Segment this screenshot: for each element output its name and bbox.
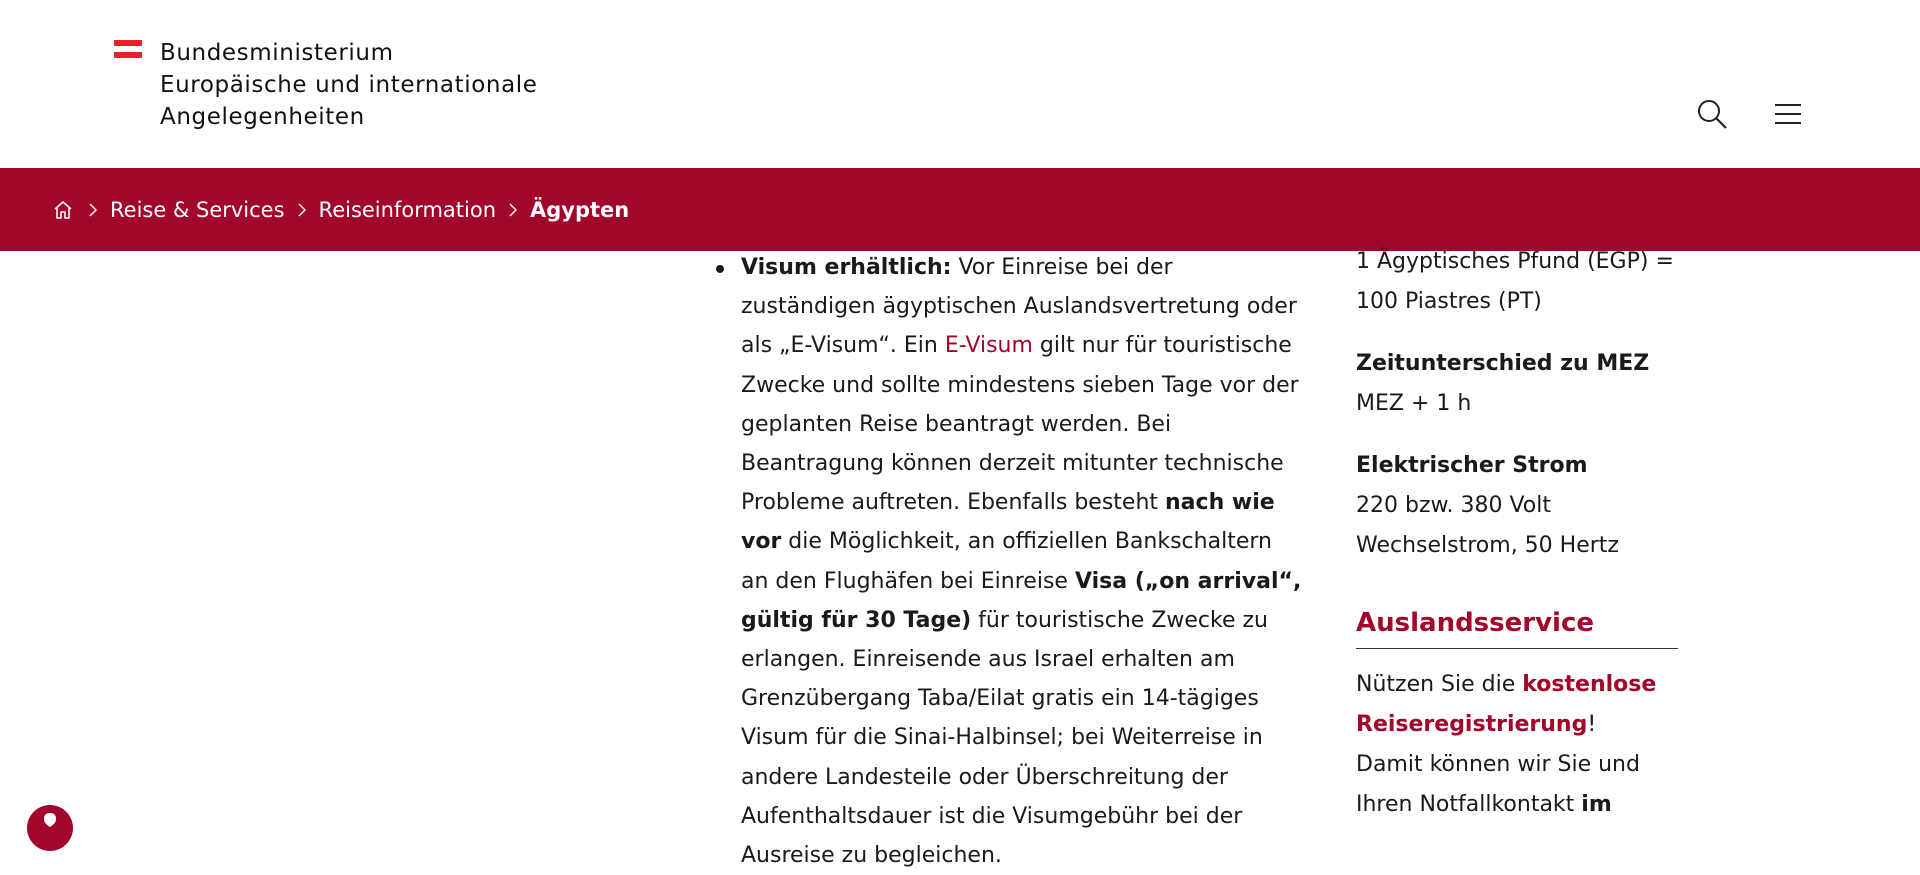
privacy-shield-icon: [40, 805, 60, 835]
visa-bold-3: Visa („on arrival“, gültig für 30 Tage): [741, 568, 1302, 633]
logo-line-1: Bundesministerium: [160, 40, 394, 66]
breadcrumb-item-reiseinformation[interactable]: Reiseinformation: [318, 197, 497, 222]
search-icon: [1696, 98, 1728, 130]
logo-line-2: Europäische und internationale: [160, 72, 538, 98]
power-line-2: Wechselstrom, 50 Hertz: [1356, 533, 1619, 558]
visa-text-4: für touristische Zwecke zu erlangen. Einreisende aus Israel erhalten am Grenzübergang Taba/Eilat gratis ein 14-tägiges Visum für die Sinai-Halbinsel; bei Weiterreise in andere Landesteile oder Überschreitung der Aufenthaltsdauer ist die Visumgebühr bei der Ausreise zu begleichen.: [741, 607, 1268, 869]
service-bold-4: im: [1581, 792, 1612, 817]
reiseregistrierung-link[interactable]: kostenlose Reiseregistrierung: [1356, 672, 1657, 737]
visa-label: Visum erhältlich:: [741, 255, 952, 280]
evisum-link[interactable]: E-Visum: [944, 333, 1033, 359]
visa-text-1: Vor Einreise bei der zuständigen ägyptischen Auslandsvertretung oder als „E-Visum“. Ein: [741, 255, 1297, 359]
visa-text-2: gilt nur für touristische Zwecke und sollte mindestens sieben Tage vor der geplanten Reise beantragt werden. Bei Beantragung können derzeit mitunter technische Probleme auftreten. Ebenfalls besteht: [741, 333, 1299, 516]
service-text-3: Damit können wir Sie und: [1356, 752, 1640, 777]
currency-line-1: 1 Ägyptisches Pfund (EGP) =: [1356, 249, 1674, 274]
service-text-2: !: [1587, 712, 1597, 737]
visa-bold-2: nach wie vor: [741, 490, 1275, 555]
menu-icon: [1774, 102, 1802, 126]
service-text-4: Ihren Notfallkontakt: [1356, 792, 1582, 817]
currency-block: [1356, 242, 1678, 322]
timezone-block: [1356, 344, 1678, 424]
chevron-right-icon: [508, 203, 518, 217]
visa-text-3: die Möglichkeit, an offiziellen Bankschaltern an den Flughäfen bei Einreise: [741, 529, 1272, 594]
main-content: [716, 248, 1306, 875]
currency-line-2: 100 Piastres (PT): [1356, 289, 1542, 314]
auslandsservice-text: [1356, 665, 1678, 825]
breadcrumb-home[interactable]: [52, 199, 74, 221]
chevron-right-icon: [88, 203, 98, 217]
auslandsservice-heading: Auslandsservice: [1356, 606, 1678, 649]
power-block: [1356, 446, 1678, 566]
privacy-settings-button[interactable]: [27, 805, 73, 851]
austria-flag-icon: [114, 40, 142, 58]
ministry-logo[interactable]: [114, 37, 538, 133]
timezone-value: MEZ + 1 h: [1356, 391, 1472, 416]
power-line-1: 220 bzw. 380 Volt: [1356, 493, 1551, 518]
service-text-1: Nützen Sie die: [1356, 672, 1523, 697]
country-facts-sidebar: [1356, 242, 1678, 825]
home-icon: [52, 199, 74, 221]
breadcrumb-item-reise-services[interactable]: Reise & Services: [110, 197, 285, 222]
header-actions: [1696, 98, 1804, 130]
chevron-right-icon: [297, 203, 307, 217]
list-item-visa: [716, 248, 1306, 875]
breadcrumb-bar: [0, 168, 1920, 251]
breadcrumb-current: Ägypten: [530, 197, 630, 222]
menu-button[interactable]: [1772, 98, 1804, 130]
site-header: [0, 0, 1920, 168]
logo-line-3: Angelegenheiten: [160, 104, 365, 130]
timezone-label: Zeitunterschied zu MEZ: [1356, 351, 1650, 376]
search-button[interactable]: [1696, 98, 1728, 130]
ministry-name: [160, 37, 538, 133]
breadcrumb: [52, 168, 629, 251]
entry-requirements-list: [716, 248, 1306, 875]
power-label: Elektrischer Strom: [1356, 453, 1588, 478]
